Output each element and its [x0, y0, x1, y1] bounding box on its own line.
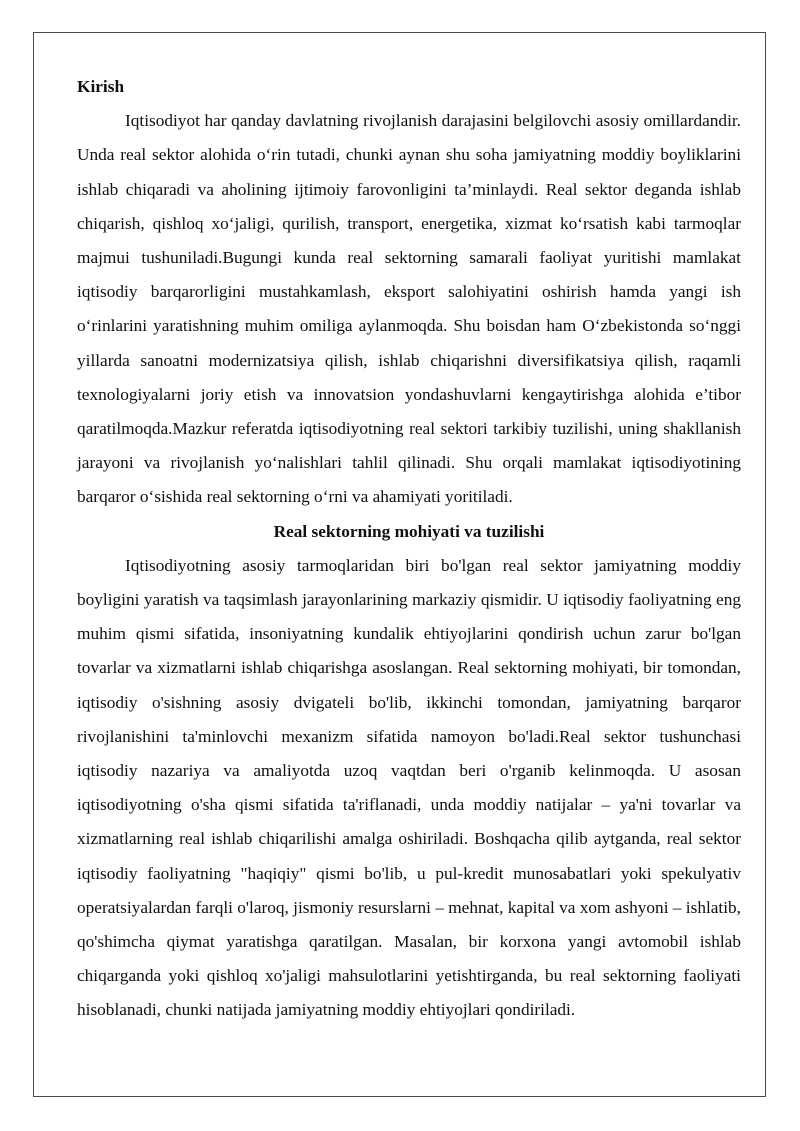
section-paragraph: Iqtisodiyotning asosiy tarmoqlaridan biri bo'lgan real sektor jamiyatning moddiy boyligini yaratish va taqsimlash jarayonlarining markaziy qismidir. U iqtisodiy faoliyatning eng muhim qismi sifatida, insoniyatning kundalik ehtiyojlarini qondirish uchun zarur bo'lgan tovarlar va xizmatlarni ishlab chiqarishga asoslangan. Real sektorning mohiyati, bir tomondan, iqtisodiy o'sishning asosiy dvigateli bo'lib, ikkinchi tomondan, jamiyatning barqaror rivojlanishini ta'minlovchi mexanizm sifatida namoyon bo'ladi.Real sektor tushunchasi iqtisodiy nazariya va amaliyotda uzoq vaqtdan beri o'rganib kelinmoqda. U asosan iqtisodiyotning o'sha qismi sifatida ta'riflanadi, unda moddiy natijalar – ya'ni tovarlar va xizmatlarning real ishlab chiqarilishi amalga oshiriladi. Boshqacha qilib aytganda, real sektor iqtisodiy faoliyatning "haqiqiy" qismi bo'lib, u pul-kredit munosabatlari yoki spekulyativ operatsiyalardan farqli o'laroq, jismoniy resurslarni – mehnat, kapital va xom ashyoni – ishlatib, qo'shimcha qiymat yaratishga qaratilgan. Masalan, bir korxona yangi avtomobil ishlab chiqarganda yoki qishloq xo'jaligi mahsulotlarini yetishtirganda, bu real sektorning faoliyati hisoblanadi, chunki natijada jamiyatning moddiy ehtiyojlari qondiriladi. — [77, 555, 741, 1020]
document-body — [77, 70, 741, 1028]
section-heading: Real sektorning mohiyati va tuzilishi — [273, 521, 545, 541]
intro-heading: Kirish — [77, 77, 125, 96]
intro-paragraph: Iqtisodiyot har qanday davlatning rivojlanish darajasini belgilovchi asosiy omillardandir. Unda real sektor alohida o‘rin tutadi, chunki aynan shu soha jamiyatning moddiy boyliklarini ishlab chiqaradi va aholining ijtimoiy farovonligini ta’minlaydi. Real sektor deganda ishlab chiqarish, qishloq xo‘jaligi, qurilish, transport, energetika, xizmat ko‘rsatish kabi tarmoqlar majmui tushuniladi.Bugungi kunda real sektorning samarali faoliyat yuritishi mamlakat iqtisodiy barqarorligini mustahkamlash, eksport salohiyatini oshirish hamda yangi ish o‘rinlarini yaratishning muhim omiliga aylanmoqda. Shu boisdan ham O‘zbekistonda so‘nggi yillarda sanoatni modernizatsiya qilish, ishlab chiqarishni diversifikatsiya qilish, raqamli texnologiyalarni joriy etish va innovatsion yondashuvlarni kengaytirishga alohida e’tibor qaratilmoqda.Mazkur referatda iqtisodiyotning real sektori tarkibiy tuzilishi, uning shakllanish jarayoni va rivojlanish yo‘nalishlari tahlil qilinadi. Shu orqali mamlakat iqtisodiyotining barqaror o‘sishida real sektorning o‘rni va ahamiyati yoritiladi. — [77, 111, 741, 507]
